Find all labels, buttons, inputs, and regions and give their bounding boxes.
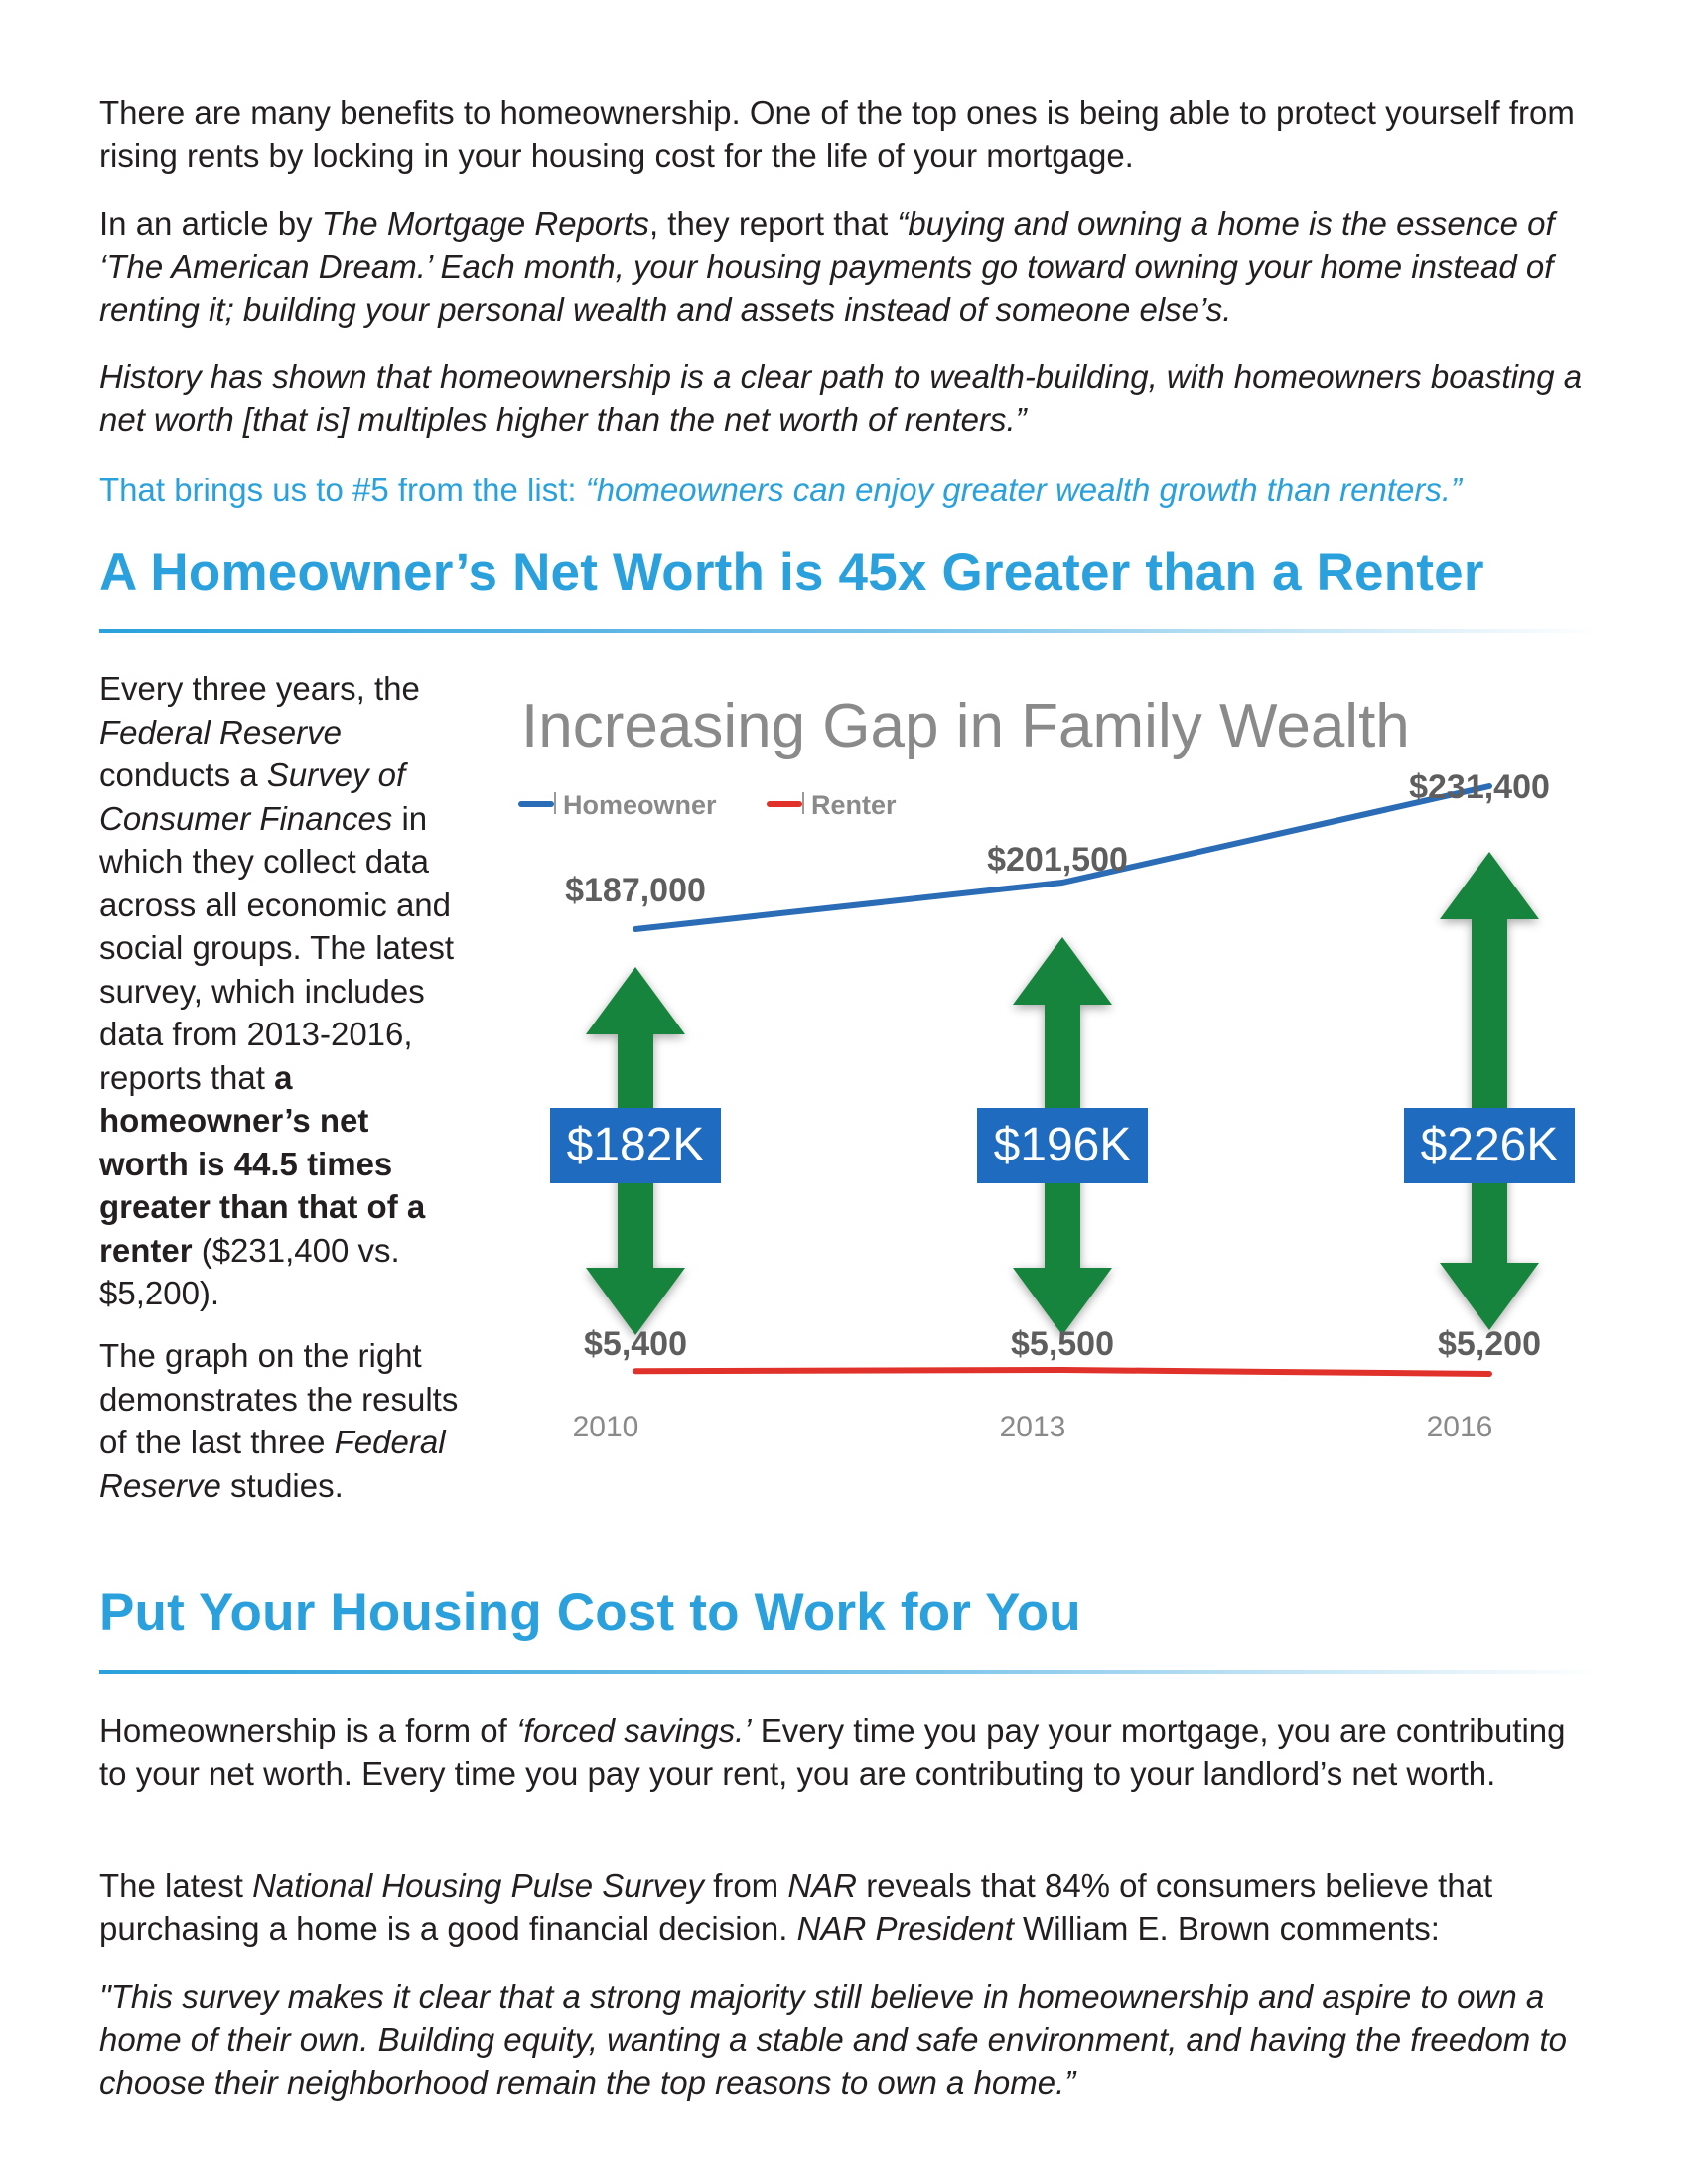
section-heading-housing-cost: Put Your Housing Cost to Work for You: [99, 1583, 1081, 1642]
text-run: The latest: [99, 1867, 253, 1904]
text-run: That brings us to #5 from the list:: [99, 472, 586, 508]
sidebar-paragraph-2: [99, 1334, 467, 1507]
text-run: studies.: [220, 1466, 344, 1504]
heading-divider: [99, 1670, 1599, 1674]
text-run: Federal Reserve: [99, 713, 342, 751]
quote-text: “homeowners can enjoy greater wealth growth than renters.”: [585, 472, 1463, 508]
publication-name: The Mortgage Reports: [321, 205, 649, 242]
intro-paragraph-3: [99, 355, 1599, 441]
text-run: Every time you pay your mortgage, you are contributing to your net worth. Every time you pay your rent, you are contributing to your landlord’s net worth.: [99, 1712, 1566, 1792]
text-run: reveals that 84% of consumers believe that purchasing a home is a good financial decision.: [99, 1867, 1493, 1947]
x-axis-label: 2016: [1426, 1411, 1493, 1443]
text-run: Federal Reserve: [99, 1424, 446, 1504]
text-run: ‘forced savings.’: [516, 1712, 752, 1749]
intro-paragraph-1: There are many benefits to homeownership. One of the top ones is being able to protect yourself from rising rents by locking in your housing cost for the life of your mortgage.: [99, 94, 1575, 174]
renter-value-label: $5,400: [584, 1325, 687, 1363]
text-run: William E. Brown comments:: [1013, 1910, 1440, 1947]
legend-label-homeowner: Homeowner: [563, 790, 717, 820]
x-axis-label: 2013: [999, 1411, 1066, 1443]
homeowner-value-label: $187,000: [565, 872, 706, 909]
text-run: , they report that: [648, 205, 898, 242]
section2-paragraph-2: [99, 1864, 1599, 1950]
chart-title: Increasing Gap in Family Wealth: [521, 692, 1410, 760]
quote-text: “buying and owning a home is the essence of ‘The American Dream.’ Each month, your housing payments go toward owning your home instead of renting it; building your personal wealth and assets instead of someone else’s.: [99, 205, 1555, 328]
text-run: conducts a: [99, 756, 267, 793]
sidebar-paragraph-1: [99, 667, 467, 1315]
homeowner-value-label: $231,400: [1409, 768, 1550, 806]
gap-arrow-2016: [1440, 852, 1539, 1330]
text-run: Homeownership is a form of: [99, 1712, 516, 1749]
text-run: ($231,400 vs. $5,200).: [99, 1231, 400, 1311]
section2-paragraph-1: [99, 1709, 1599, 1795]
text-run: from: [704, 1867, 788, 1904]
renter-value-label: $5,500: [1011, 1325, 1114, 1363]
section-heading-net-worth: A Homeowner’s Net Worth is 45x Greater than a Renter: [99, 543, 1484, 602]
gap-label: $226K: [1420, 1119, 1559, 1171]
renter-series-line: [635, 1370, 1489, 1374]
x-axis-label: 2010: [572, 1411, 639, 1443]
quote-text: History has shown that homeownership is a clear path to wealth-building, with homeowners boasting a net worth [that is] multiples higher than the net worth of renters.”: [99, 358, 1583, 438]
text-run: Survey of Consumer Finances: [99, 756, 406, 837]
gap-label: $196K: [993, 1119, 1132, 1171]
legend-label-renter: Renter: [811, 790, 897, 820]
wealth-gap-chart: [496, 675, 1609, 1489]
emphasis-text: a homeowner’s net worth is 44.5 times greater than that of a renter: [99, 1058, 426, 1269]
text-run: The graph on the right demonstrates the results of the last three: [99, 1337, 459, 1460]
text-run: in which they collect data across all economic and social groups. The latest survey, which includes data from 2013-2016, reports that: [99, 799, 455, 1096]
heading-divider: [99, 629, 1599, 633]
text-run: Every three years, the: [99, 670, 420, 707]
quote-text: "This survey makes it clear that a strong majority still believe in homeownership and aspire to own a home of their own. Building equity, wanting a stable and safe environment, and having the freedom to choose their neighborhood remain the top reasons to own a home.”: [99, 1979, 1567, 2101]
text-run: National Housing Pulse Survey: [252, 1867, 704, 1904]
homeowner-value-label: $201,500: [987, 841, 1128, 879]
text-run: NAR: [787, 1867, 858, 1904]
intro-paragraph-4: [99, 469, 1599, 511]
intro-paragraph-2: [99, 203, 1599, 331]
text-run: In an article by: [99, 205, 322, 242]
text-run: NAR President: [796, 1910, 1014, 1947]
gap-label: $182K: [566, 1119, 705, 1171]
section2-quote: [99, 1976, 1599, 2104]
renter-value-label: $5,200: [1438, 1325, 1541, 1363]
